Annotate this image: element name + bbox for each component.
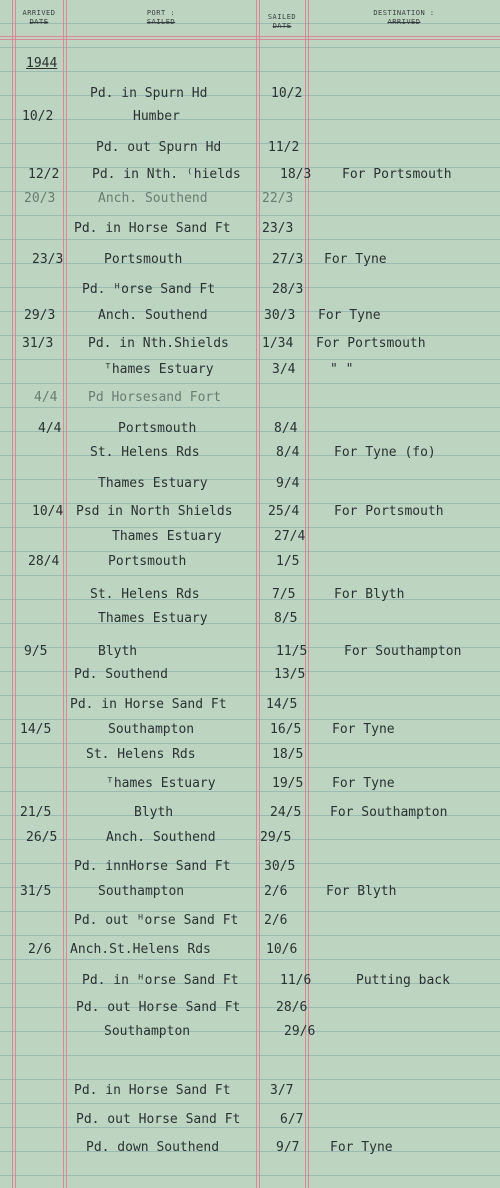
entry-sailed: 29/5 [260, 830, 292, 845]
entry-sailed: 23/3 [262, 221, 294, 236]
entry-arrived: 9/5 [24, 644, 48, 659]
header-destination [309, 9, 499, 27]
entry-sailed: 1/34 [262, 336, 294, 351]
entry-sailed: 22/3 [262, 191, 294, 206]
header-arrived-line2: DATE [29, 18, 49, 26]
entry-destination: For Tyne [318, 308, 381, 323]
rule-line [12, 0, 13, 1188]
entry-port: Southampton [98, 884, 185, 899]
entry-port: St. Helens Rds [90, 587, 200, 602]
entry-sailed: 16/5 [270, 722, 302, 737]
header-arrived-line1: ARRIVED [22, 9, 56, 17]
entry-destination: For Tyne [330, 1140, 393, 1155]
entry-arrived: 12/2 [28, 167, 60, 182]
entry-sailed: 3/7 [270, 1083, 294, 1098]
entry-sailed: 25/4 [268, 504, 300, 519]
entry-port: Portsmouth [104, 252, 183, 267]
entry-destination: For Southampton [344, 644, 462, 659]
entry-destination: For Portsmouth [342, 167, 452, 182]
entry-port: Anch. Southend [106, 830, 216, 845]
entry-arrived: 14/5 [20, 722, 52, 737]
entry-port: Anch.St.Helens Rds [70, 942, 211, 957]
entry-port: ᵀhames Estuary [104, 362, 214, 377]
entry-port: Pd. in Horse Sand Ft [74, 1083, 231, 1098]
entry-port: Anch. Southend [98, 308, 208, 323]
entry-port: Thames Estuary [98, 476, 208, 491]
header-rule [0, 36, 500, 37]
entry-port: Portsmouth [118, 421, 197, 436]
entry-port: Blyth [98, 644, 138, 659]
entry-sailed: 7/5 [272, 587, 296, 602]
header-port-line2: SAILED [146, 18, 176, 26]
entry-port: Pd. innHorse Sand Ft [74, 859, 231, 874]
entry-port: Pd. in Horse Sand Ft [74, 221, 231, 236]
entry-destination: Putting back [356, 973, 450, 988]
entry-sailed: 30/5 [264, 859, 296, 874]
entry-destination: For Blyth [326, 884, 397, 899]
entry-port: Pd. ᴴorse Sand Ft [82, 282, 216, 297]
entry-sailed: 18/5 [272, 747, 304, 762]
entry-destination: For Portsmouth [316, 336, 426, 351]
entry-arrived: 31/3 [22, 336, 54, 351]
header-sailed-line1: SAILED [267, 13, 297, 21]
header-arrived [16, 9, 62, 27]
entry-sailed: 27/4 [274, 529, 306, 544]
header-destination-line2: ARRIVED [387, 18, 421, 26]
header-sailed-line2: DATE [272, 22, 292, 30]
entry-destination: For Tyne [324, 252, 387, 267]
header-sailed [260, 13, 304, 31]
entry-port: Humber [133, 109, 180, 124]
header-rule [0, 39, 500, 40]
entry-port: Anch. Southend [98, 191, 208, 206]
entry-port: Psd in North Shields [76, 504, 233, 519]
entry-port: Pd Horsesand Fort [88, 390, 222, 405]
entry-arrived: 2/6 [28, 942, 52, 957]
entry-port: Portsmouth [108, 554, 187, 569]
entry-sailed: 14/5 [266, 697, 298, 712]
entry-port: St. Helens Rds [86, 747, 196, 762]
header-port-line1: PORT : [146, 9, 176, 17]
entry-sailed: 24/5 [270, 805, 302, 820]
entry-port: Pd. in Spurn Hd [90, 86, 208, 101]
entry-arrived: 26/5 [26, 830, 58, 845]
entry-destination: " " [330, 362, 354, 377]
entry-sailed: 8/4 [274, 421, 298, 436]
entry-sailed: 8/5 [274, 611, 298, 626]
entry-port: Pd. out ᴴorse Sand Ft [74, 913, 239, 928]
entry-sailed: 3/4 [272, 362, 296, 377]
entry-sailed: 11/6 [280, 973, 312, 988]
entry-arrived: 23/3 [32, 252, 64, 267]
entry-sailed: 28/3 [272, 282, 304, 297]
entry-sailed: 9/7 [276, 1140, 300, 1155]
entry-sailed: 11/5 [276, 644, 308, 659]
entry-arrived: 10/4 [32, 504, 64, 519]
entry-destination: For Tyne (fo) [334, 445, 436, 460]
entry-arrived: 4/4 [38, 421, 62, 436]
rule-line [15, 0, 16, 1188]
entry-port: Blyth [134, 805, 174, 820]
entry-port: Pd. down Southend [86, 1140, 220, 1155]
entry-arrived: 21/5 [20, 805, 52, 820]
entry-sailed: 29/6 [284, 1024, 316, 1039]
entry-arrived: 4/4 [34, 390, 58, 405]
entry-sailed: 13/5 [274, 667, 306, 682]
entry-arrived: 20/3 [24, 191, 56, 206]
entry-sailed: 27/3 [272, 252, 304, 267]
year-heading: 1944 [26, 56, 58, 71]
entry-sailed: 18/3 [280, 167, 312, 182]
entry-port: Thames Estuary [112, 529, 222, 544]
entry-sailed: 19/5 [272, 776, 304, 791]
entry-port: Pd. out Spurn Hd [96, 140, 222, 155]
entry-destination: For Portsmouth [334, 504, 444, 519]
entry-sailed: 28/6 [276, 1000, 308, 1015]
entry-sailed: 2/6 [264, 913, 288, 928]
rule-line [63, 0, 64, 1188]
entry-sailed: 30/3 [264, 308, 296, 323]
entry-arrived: 31/5 [20, 884, 52, 899]
entry-port: Thames Estuary [98, 611, 208, 626]
entry-sailed: 10/2 [271, 86, 303, 101]
rule-line [256, 0, 257, 1188]
entry-destination: For Tyne [332, 722, 395, 737]
entry-sailed: 2/6 [264, 884, 288, 899]
entry-port: ᵀhames Estuary [106, 776, 216, 791]
header-destination-line1: DESTINATION : [373, 9, 435, 17]
entry-sailed: 9/4 [276, 476, 300, 491]
entry-sailed: 8/4 [276, 445, 300, 460]
entry-destination: For Tyne [332, 776, 395, 791]
entry-port: Pd. Southend [74, 667, 168, 682]
rule-line [66, 0, 67, 1188]
entry-port: St. Helens Rds [90, 445, 200, 460]
rule-line [259, 0, 260, 1188]
entry-arrived: 28/4 [28, 554, 60, 569]
entry-sailed: 10/6 [266, 942, 298, 957]
entry-sailed: 6/7 [280, 1112, 304, 1127]
entry-destination: For Southampton [330, 805, 448, 820]
entry-sailed: 1/5 [276, 554, 300, 569]
entry-port: Pd. in ᴴorse Sand Ft [82, 973, 239, 988]
entry-port: Pd. out Horse Sand Ft [76, 1112, 241, 1127]
header-port [67, 9, 255, 27]
entry-port: Pd. in Nth.Shields [88, 336, 229, 351]
entry-port: Pd. in Horse Sand Ft [70, 697, 227, 712]
entry-port: Southampton [104, 1024, 191, 1039]
entry-arrived: 29/3 [24, 308, 56, 323]
entry-port: Pd. out Horse Sand Ft [76, 1000, 241, 1015]
entry-port: Southampton [108, 722, 195, 737]
entry-arrived: 10/2 [22, 109, 54, 124]
entry-port: Pd. in Nth. ⁽hields [92, 167, 241, 182]
entry-destination: For Blyth [334, 587, 405, 602]
entry-sailed: 11/2 [268, 140, 300, 155]
